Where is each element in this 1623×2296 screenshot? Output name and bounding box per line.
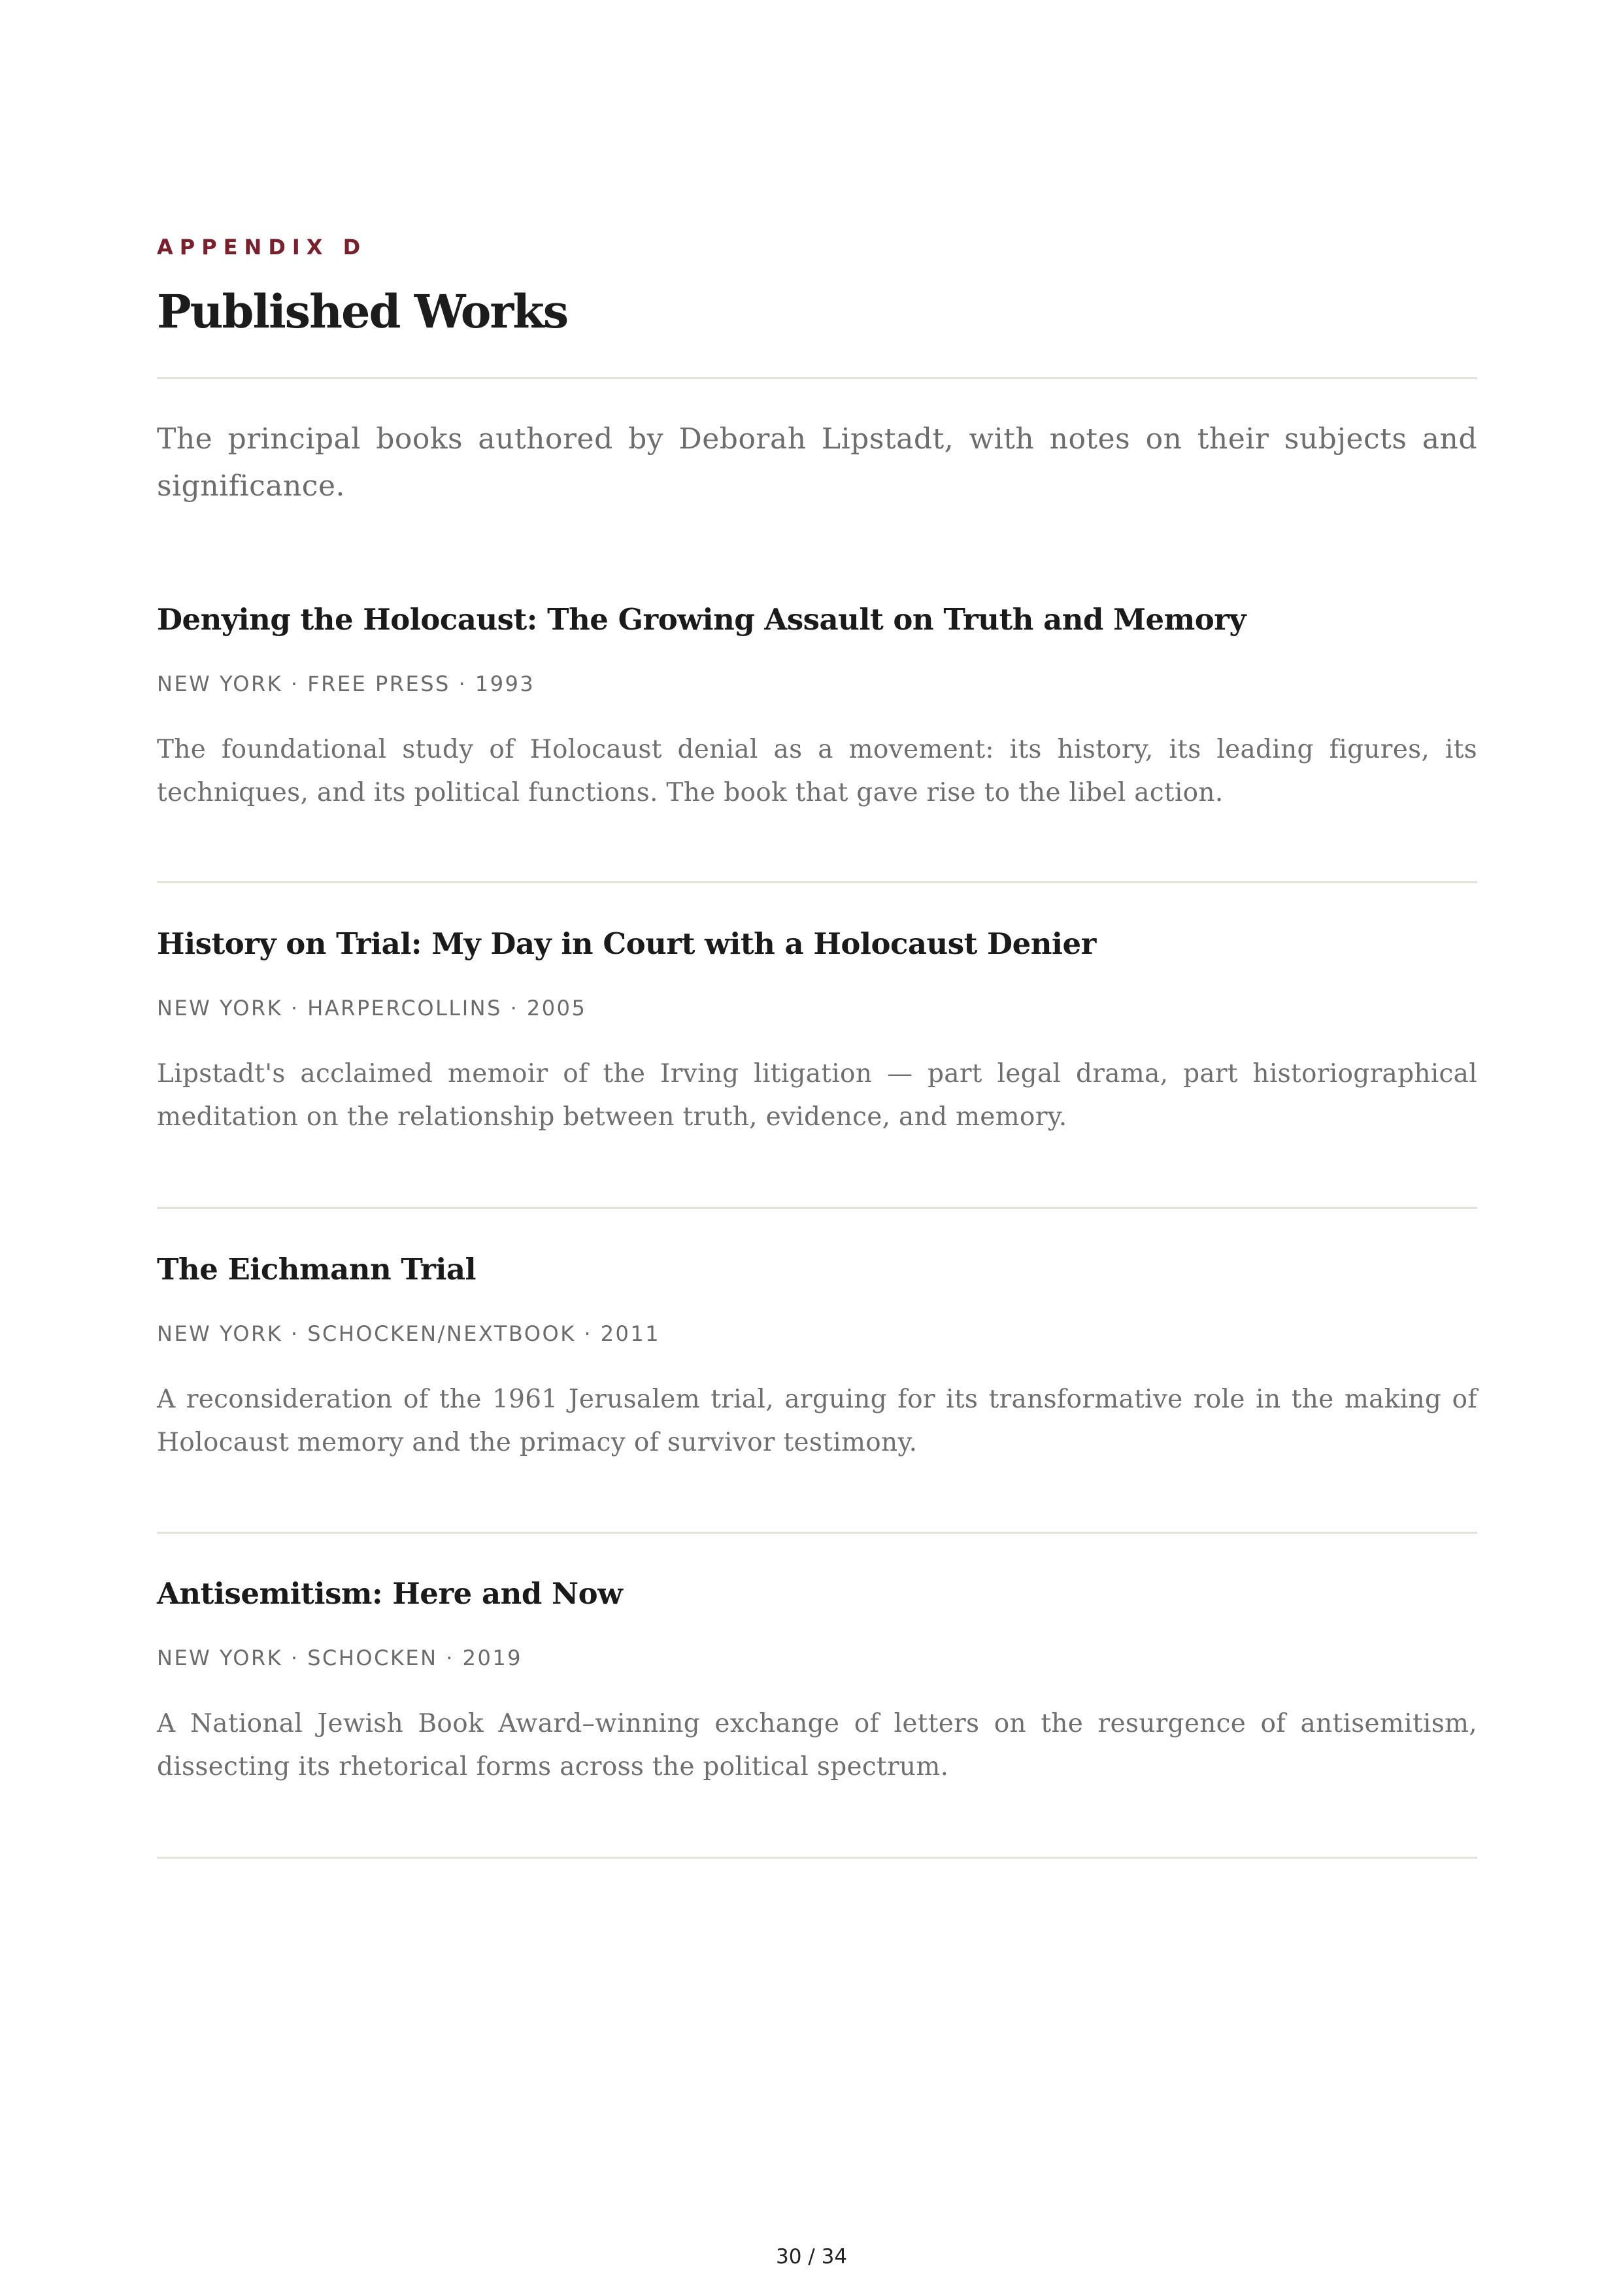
intro-paragraph: The principal books authored by Deborah Lipstadt, with notes on their subjects and significance. bbox=[157, 422, 1477, 503]
work-description: A National Jewish Book Award–winning exchange of letters on the resurgence of antisemitism, dissecting its rhetorical forms across the political spectrum. bbox=[157, 1709, 1477, 1781]
work-title: The Eichmann Trial bbox=[157, 1252, 477, 1287]
work-title: Antisemitism: Here and Now bbox=[157, 1576, 623, 1611]
entry-divider bbox=[157, 1857, 1477, 1859]
title-divider bbox=[157, 377, 1477, 379]
entry-divider bbox=[157, 1207, 1477, 1209]
work-title: Denying the Holocaust: The Growing Assault on Truth and Memory bbox=[157, 602, 1247, 637]
page-title: Published Works bbox=[157, 284, 568, 339]
work-title: History on Trial: My Day in Court with a Holocaust Denier bbox=[157, 926, 1096, 961]
work-publication-meta: NEW YORK · SCHOCKEN · 2019 bbox=[157, 1646, 523, 1670]
work-publication-meta: NEW YORK · FREE PRESS · 1993 bbox=[157, 671, 535, 696]
work-description: Lipstadt's acclaimed memoir of the Irving litigation — part legal drama, part historiographical meditation on the relationship between truth, evidence, and memory. bbox=[157, 1059, 1477, 1132]
work-description: A reconsideration of the 1961 Jerusalem trial, arguing for its transformative role in the making of Holocaust memory and the primacy of survivor testimony. bbox=[157, 1385, 1477, 1457]
work-description: The foundational study of Holocaust denial as a movement: its history, its leading figures, its techniques, and its political functions. The book that gave rise to the libel action. bbox=[157, 735, 1477, 807]
work-publication-meta: NEW YORK · SCHOCKEN/NEXTBOOK · 2011 bbox=[157, 1321, 661, 1346]
page-number: 30 / 34 bbox=[775, 2245, 848, 2269]
entry-divider bbox=[157, 881, 1477, 883]
work-publication-meta: NEW YORK · HARPERCOLLINS · 2005 bbox=[157, 996, 587, 1021]
appendix-label: APPENDIX D bbox=[157, 235, 367, 260]
entry-divider bbox=[157, 1532, 1477, 1534]
